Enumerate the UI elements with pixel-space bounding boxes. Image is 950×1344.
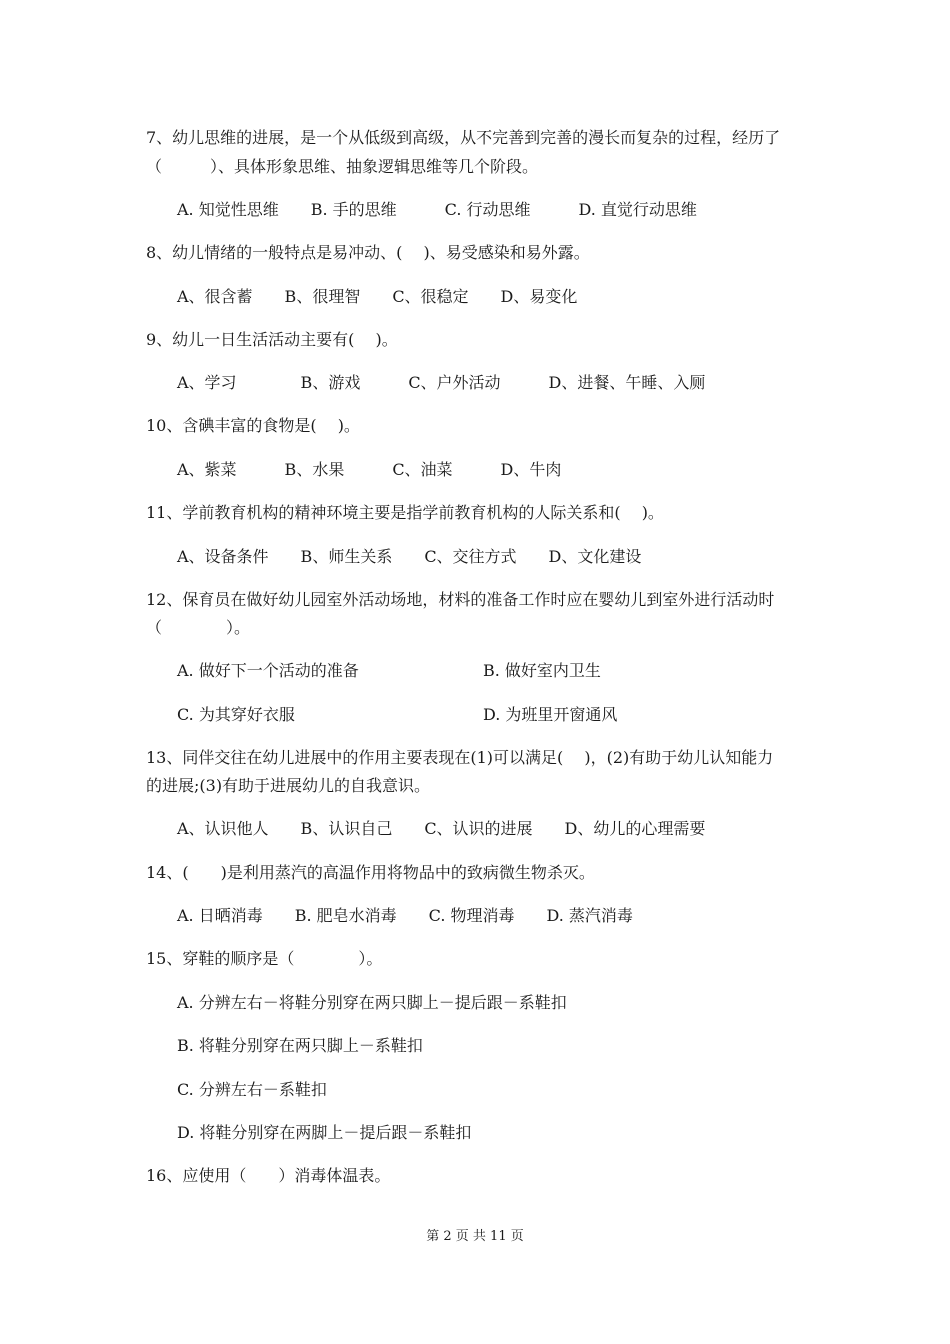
question-12-text-line-1: 12、保育员在做好幼儿园室外活动场地，材料的准备工作时应在婴幼儿到室外进行活动时 xyxy=(146,590,775,609)
question-7-text-line-2: （ ）、具体形象思维、抽象逻辑思维等几个阶段。 xyxy=(146,157,539,176)
question-15-option-d: D. 将鞋分别穿在两脚上－提后跟－系鞋扣 xyxy=(177,1123,472,1142)
question-10-text: 10、含碘丰富的食物是( )。 xyxy=(146,416,360,435)
question-15-option-c: C. 分辨左右－系鞋扣 xyxy=(177,1080,327,1099)
question-12-option-d: D. 为班里开窗通风 xyxy=(483,705,618,724)
question-15-option-a: A. 分辨左右－将鞋分别穿在两只脚上－提后跟－系鞋扣 xyxy=(177,993,567,1012)
question-15-text: 15、穿鞋的顺序是（ ）。 xyxy=(146,949,383,968)
question-12-option-a: A. 做好下一个活动的准备 xyxy=(177,661,359,680)
question-9-text: 9、幼儿一日生活活动主要有( )。 xyxy=(146,330,398,349)
question-14-text: 14、( )是利用蒸汽的高温作用将物品中的致病微生物杀灭。 xyxy=(146,863,595,882)
question-13-options: A、认识他人 B、认识自己 C、认识的进展 D、幼儿的心理需要 xyxy=(177,819,706,838)
question-11-text: 11、学前教育机构的精神环境主要是指学前教育机构的人际关系和( )。 xyxy=(146,503,664,522)
question-15-option-b: B. 将鞋分别穿在两只脚上－系鞋扣 xyxy=(177,1036,423,1055)
question-16-text: 16、应使用（ ）消毒体温表。 xyxy=(146,1166,391,1185)
question-14-options: A. 日晒消毒 B. 肥皂水消毒 C. 物理消毒 D. 蒸汽消毒 xyxy=(177,906,633,925)
question-13-text-line-1: 13、同伴交往在幼儿进展中的作用主要表现在(1)可以满足( )，(2)有助于幼儿认知能力 xyxy=(146,748,774,767)
page-footer: 第 2 页 共 11 页 xyxy=(426,1229,524,1244)
question-13-text-line-2: 的进展;(3)有助于进展幼儿的自我意识。 xyxy=(146,776,431,795)
question-10-options: A、紫菜 B、水果 C、油菜 D、牛肉 xyxy=(177,460,562,479)
question-12-option-c: C. 为其穿好衣服 xyxy=(177,705,295,724)
question-7-text-line-1: 7、幼儿思维的进展，是一个从低级到高级，从不完善到完善的漫长而复杂的过程，经历了 xyxy=(146,128,781,147)
question-11-options: A、设备条件 B、师生关系 C、交往方式 D、文化建设 xyxy=(177,547,642,566)
question-8-options: A、很含蓄 B、很理智 C、很稳定 D、易变化 xyxy=(177,287,578,306)
question-12-option-b: B. 做好室内卫生 xyxy=(483,661,601,680)
question-7-options: A. 知觉性思维 B. 手的思维 C. 行动思维 D. 直觉行动思维 xyxy=(177,200,697,219)
question-9-options: A、学习 B、游戏 C、户外活动 D、进餐、午睡、入厕 xyxy=(177,373,706,392)
question-12-text-line-2: （ ）。 xyxy=(146,618,251,637)
question-8-text: 8、幼儿情绪的一般特点是易冲动、( )、易受感染和易外露。 xyxy=(146,243,590,262)
